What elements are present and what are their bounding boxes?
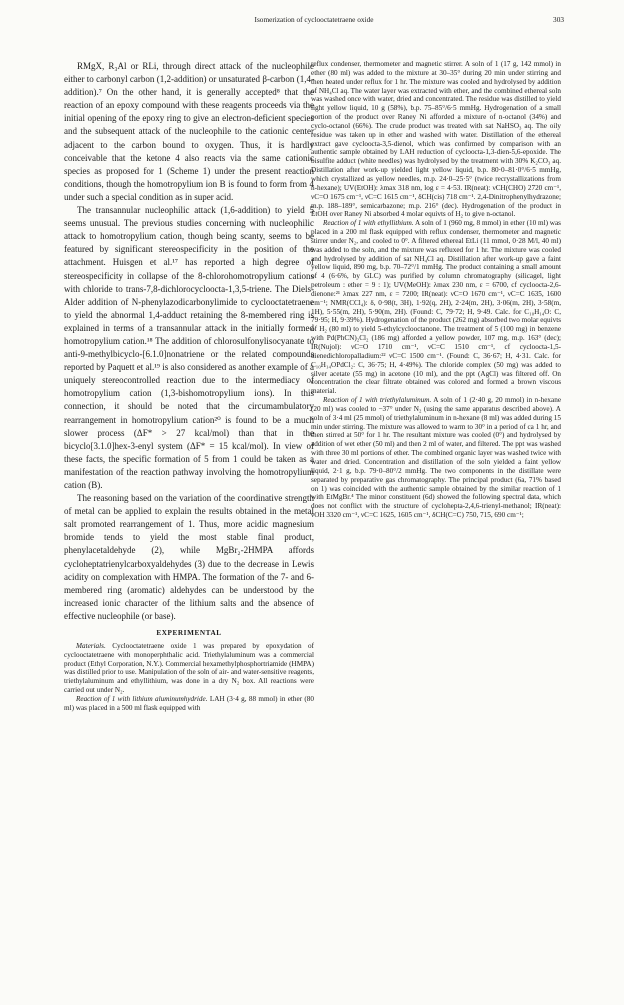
experimental-heading: EXPERIMENTAL: [156, 629, 222, 638]
page-number: 303: [553, 15, 564, 24]
ethyllithium-paragraph: [311, 219, 561, 396]
left-column: [64, 60, 314, 713]
lah-continuation-paragraph: reflux condenser, thermometer and magnetic stirrer. A soln of 1 (17 g, 142 mmol) in ether (80 ml) was added to the mixture at 30–35° during 20 min under stirring and then heated under reflux for 1 hr. The mixture was cooled and hydrolysed by addition of NH₄Cl aq. The water layer was extracted with ether, and the combined ethereal soln was washed once with water, dried and concentrated. The residue was distilled to yield light yellow liquid, 10 g (58%), b.p. 75–85°/6·5 mmHg. Hydrogenation of a small portion of the product over Raney Ni afforded a mixture of n-octanol (34%) and cyclo-octanol (66%). The crude product was treated with sat NaHSO₃ aq. The oily residue was taken up in ether and washed with water. Distillation of the ethereal extract gave cycloocta-3,5-dienol, which was confirmed by comparison with an authentic sample obtained by LAH reduction of cycloocta-1,3-dien-5,6-epoxide. The bisulfite adduct (white needles) was hydrolysed by the treatment with 30% K₂CO₃ aq. Distillation after work-up yielded light yellow liquid, b.p. 80·0–81·0°/6·5 mmHg, which crystallized as yellow needles, m.p. 24·0–25·5° (twice recrystallizations from n-hexane); UV(EtOH): λmax 318 nm, log ε = 4·53. IR(neat): νCH(CHO) 2720 cm⁻¹, νC=O 1675 cm⁻¹, νC=C 1615 cm⁻¹, δCH(cis) 718 cm⁻¹. 2,4-Dinitrophenylhydrazone; m.p. 188–189°, semicarbazone; m.p. 216° (dec). Hydrogenation of the product in EtOH over Raney Ni absorbed 4 molar equivts of H₂ to give n-octanol.: [311, 60, 561, 219]
running-title: Isomerization of cyclooctatetraene oxide: [254, 15, 374, 24]
ethyllithium-label: Reaction of 1 with ethyllithium.: [323, 219, 414, 228]
triethylaluminum-paragraph: [311, 396, 561, 520]
lah-label: Reaction of 1 with lithium aluminumhydride.: [76, 694, 208, 703]
right-column: [311, 60, 561, 520]
lah-text: LAH (3·4 g, 88 mmol) in ether (80 ml) was placed in a 500 ml flask equipped with: [64, 694, 314, 712]
running-head: [64, 14, 564, 26]
materials-paragraph: [64, 642, 314, 695]
materials-text: Cyclooctatetraene oxide 1 was prepared by epoxydation of cyclooctatetraene with monoperphthalic acid. Triethylaluminum was a commercial product (Ethyl Corporation, N.Y.). Commercial hexamethylphosphortriamide (HMPA) was distilled prior to use. Manipulation of the soln of air- and water-sensitive reagents, triethylaluminum and ethyllithium, was done in a dry N₂ box. All reactions were carried out under N₂.: [64, 641, 314, 695]
materials-label: Materials.: [76, 641, 106, 650]
discussion-text: [64, 60, 314, 623]
discussion-paragraph-2: The transannular nucleophilic attack (1,6-addition) to yield 5 seems unusual. The previous studies concerning with nucleophilic attack to homotropylium cation, though being scanty, seems to be featured by significant stereospecificity in the position of the attachment. Huisgen et al.¹⁷ has reported a high degree of stereospecificity in collapse of the 8-chlorohomotropylium cations with chloride to trans-7,8-dichlorocycloocta-1,3,5-triene. The Diels-Alder addition of N-phenylazodicarbonylimide to cyclooctatetraene to yield the abnormal 1,4-adduct retaining the 8-membered ring is explained in terms of a transannular attack in the initially formed homotropylium cation.¹⁸ The addition of chlorosulfonylisocyanate to anti-9-methylbicyclo-[6.1.0]nonatriene or the related compounds reported by Paquett et al.¹⁹ is also considered as another example of a uniquely stereocontrolled reaction due to the intermediacy of homotropylium cation (1,3-bishomotropylium ions). In this connection, it should be noted that the circumambulatory rearrangement in homotropylium cation²⁰ is found to be a much slower process (ΔF* > 27 kcal/mol) than that in the bicyclo[3.1.0]hex-3-enyl system (ΔF* = 15 kcal/mol). In view of these facts, the specific formation of 5 from 1 could be taken as a manifestation of the reaction pathway involving the homotropylium cation (B).: [64, 205, 315, 490]
ethyllithium-text: A soln of 1 (960 mg, 8 mmol) in ether (10 ml) was placed in a 200 ml flask equipped with reflux condenser, thermometer and magnetic stirrer under N₂, and cooled to 0°. A filtered ethereal EtLi (11 mmol, 0·28 M/l, 40 ml) was added to the soln, and the mixture was refluxed for 1 hr. The mixture was cooled and hydrolysed by addition of sat NH₄Cl aq. Distillation after work-up gave a faint yellow liquid, 890 mg, b.p. 70–72°/1 mmHg. The product containing a small amount of 4 (6·6%, by GLC) was purified by column chromatography (silicagel, light petroleum : ether = 9 : 1); UV(MeOH): λmax 230 nm, ε = 6700, cf cycloocta-2,6-dienone:²¹ λmax 227 nm, ε = 7200; IR(neat): νC=O 1670 cm⁻¹, νC=C 1635, 1600 cm⁻¹; NMR(CCl₄): δ, 0·98(t, 3H), 1·92(q, 2H), 2·24(m, 2H), 3·06(m, 2H), 3·58(m, 1H), 5·55(m, 2H), 5·90(m, 2H). (Found: C, 79·72; H, 9·49. Calc. for C₁₀H₁₄O: C, 79·95; H, 9·39%). Hydrogenation of the product (262 mg) absorbed two molar equivts of H₂ (80 ml) to yield 5-ethylcyclooctanone. The treatment of 5 (100 mg) in benzene with Pd(PhCN)₂Cl₂ (186 mg) afforded a yellow powder, 107 mg, m.p. 163° (dec); IR(Nujol): νC=O 1710 cm⁻¹, νC=C 1510 cm⁻¹, cf cycloocta-1,5-dienedichloropalladium:²² νC=C 1500 cm⁻¹. (Found: C, 36·67; H, 4·31. Calc. for C₁₀H₁₄OPdCl₂: C, 36·75; H, 4·49%). The chloride complex (50 mg) was added to silver acetate (55 mg) in acetone (10 ml), and the ppt (AgCl) was filtered off. On concentration the clear filtrate obtained was colored and formed a brown viscous material.: [311, 219, 561, 396]
lah-paragraph: [64, 695, 314, 713]
discussion-paragraph-3: The reasoning based on the variation of the coordinative strength of metal can be applied to explain the results obtained in the metal salt promoted rearrangement of 1. Thus, more acidic magnesium bromide tends to yield the most stable final product, phenylacetaldehyde (2), while MgBr₂-2HMPA affords cycloheptatrienylcarboxyaldehydes (3) due to the decrease in Lewis acidity on complexation with HMPA. The formation of the 7- and 6-membered ring (aromatic) aldehydes can be understood by the increased ionic character of the lithium salts and the absence of effective nucleophile (or base).: [64, 493, 314, 621]
triethylaluminum-label: Reaction of 1 with triethylaluminum.: [323, 396, 432, 405]
discussion-paragraph-1: RMgX, R₃Al or RLi, through direct attack of the nucleophile either to carbonyl carbon (1,2-addition) or unsaturated β-carbon (1,4-addition).⁷ On the other hand, it is generally accepted⁸ that the reaction of an epoxy compound with these reagents proceeds via the initial opening of the epoxy ring to give an electron-deficient species and the subsequent attack of the nucleophile to the cationic center adjacent to the carbon bound to oxygen. Thus, it is hardly conceivable that the ketone 4 also reacts via the same cationic species as proposed for 1 (Scheme 1) under the present reaction conditions, though the homotropylium ion B is found to form from 4 under such a special condition as in super acid.: [64, 61, 314, 202]
triethylaluminum-text: A soln of 1 (2·40 g, 20 mmol) in n-hexane (20 ml) was cooled to −37° under N₂ (using the same apparatus described above). A soln of 3·4 ml (25 mmol) of triethylaluminum in n-hexane (8 ml) was added during 15 min under stirring. The mixture was allowed to warm to 30° in a period of ca 1 hr, and then stirred at 50° for 1 hr. The resultant mixture was cooled (0°) and hydrolysed by addition of wet ether (50 ml) and then 2 ml of water, and filtered. The ppt was washed with three 30 ml portions of ether. The combined organic layer was washed twice with water and dried. Concentration and distillation of the soln yielded a faint yellow liquid, 2·1 g, b.p. 79·0–80°/2 mmHg. The two components in the distillate were separated by preparative gas chromatography. The principal product (6a, 71% based on 1) was coincided with the authentic sample obtained by the similar reaction of 1 with EtMgBr.⁴ The minor constituent (6d) showed the following spectral data, which does not conflict with the structure of cyclohepta-2,4,6-trienyl-methanol; IR(neat): νOH 3320 cm⁻¹, νC=C 1625, 1605 cm⁻¹, δCH(C=C) 750, 715, 690 cm⁻¹;: [311, 396, 562, 520]
